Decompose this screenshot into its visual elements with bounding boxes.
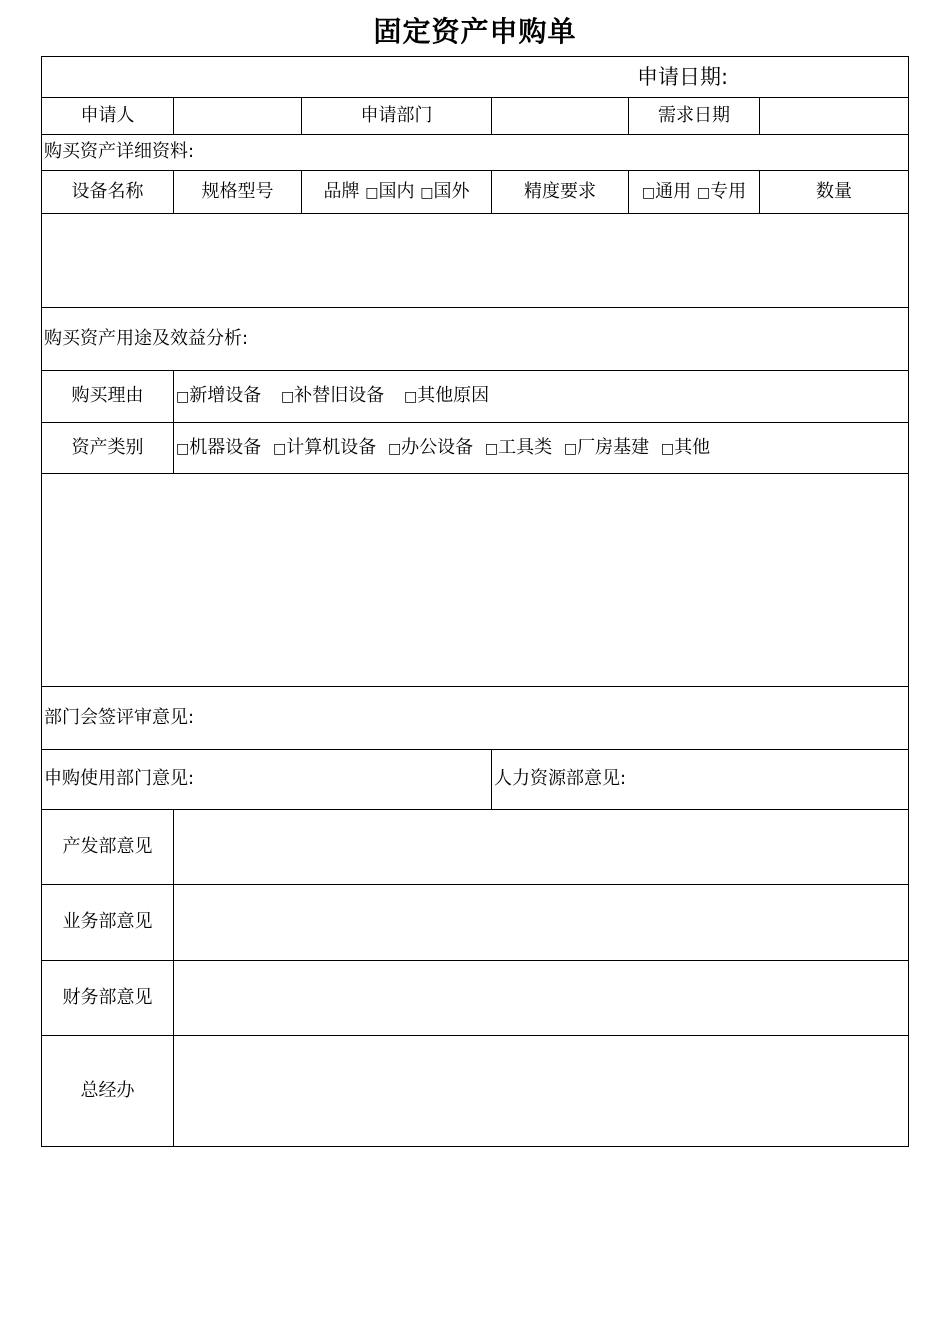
brand-foreign-label: 国外 xyxy=(433,180,470,202)
category-row xyxy=(42,423,909,474)
col-precision: 精度要求 xyxy=(492,171,629,214)
column-header-row xyxy=(42,171,909,214)
apply-date-cell[interactable] xyxy=(42,57,909,98)
analysis-entry-cell[interactable] xyxy=(42,474,909,687)
analysis-entry-row xyxy=(42,474,909,687)
detail-header-row xyxy=(42,135,909,171)
category-label: 资产类别 xyxy=(42,423,174,474)
reason-label: 购买理由 xyxy=(42,371,174,423)
business-opinion-cell[interactable] xyxy=(174,885,909,961)
col-quantity: 数量 xyxy=(760,171,909,214)
col-brand xyxy=(302,171,492,214)
need-date-label: 需求日期 xyxy=(629,98,760,135)
col-device-name: 设备名称 xyxy=(42,171,174,214)
review-label: 部门会签评审意见: xyxy=(42,687,909,750)
department-input-cell[interactable] xyxy=(492,98,629,135)
purchase-form-table xyxy=(41,56,909,1147)
reason-row xyxy=(42,371,909,423)
form-title: 固定资产申购单 xyxy=(373,15,577,48)
category-option-computer[interactable]: □计算机设备 xyxy=(272,436,377,458)
detail-entry-cell[interactable] xyxy=(42,214,909,308)
reason-option-replace[interactable]: □补替旧设备 xyxy=(280,385,385,407)
brand-label: 品牌 xyxy=(323,180,360,202)
usage-row xyxy=(42,308,909,371)
reason-option-new[interactable]: □新增设备 xyxy=(176,385,262,407)
reason-options xyxy=(174,371,909,423)
general-checkbox[interactable]: □ xyxy=(641,184,656,201)
applicant-input-cell[interactable] xyxy=(174,98,302,135)
brand-foreign-checkbox[interactable]: □ xyxy=(420,184,434,201)
usage-label: 购买资产用途及效益分析: xyxy=(42,308,909,371)
reason-option-other[interactable]: □其他原因 xyxy=(403,385,490,407)
rd-opinion-cell[interactable] xyxy=(174,810,909,885)
category-options xyxy=(174,423,909,474)
review-row xyxy=(42,687,909,750)
detail-label: 购买资产详细资料: xyxy=(42,135,909,171)
finance-opinion-row xyxy=(42,961,909,1036)
applicant-row xyxy=(42,98,909,135)
brand-domestic-label: 国内 xyxy=(378,180,415,202)
category-option-tools[interactable]: □工具类 xyxy=(484,436,553,458)
rd-opinion-label: 产发部意见 xyxy=(42,810,174,885)
brand-domestic-checkbox[interactable]: □ xyxy=(365,184,379,201)
hr-opinion[interactable]: 人力资源部意见: xyxy=(492,750,909,810)
department-label: 申请部门 xyxy=(302,98,492,135)
general-label: 通用 xyxy=(655,180,692,202)
col-usage-type xyxy=(629,171,760,214)
col-spec-model: 规格型号 xyxy=(174,171,302,214)
special-checkbox[interactable]: □ xyxy=(696,184,711,201)
using-dept-opinion[interactable]: 申购使用部门意见: xyxy=(42,750,492,810)
category-option-plant[interactable]: □厂房基建 xyxy=(563,436,650,458)
business-opinion-label: 业务部意见 xyxy=(42,885,174,961)
category-option-machine[interactable]: □机器设备 xyxy=(176,436,262,458)
finance-opinion-label: 财务部意见 xyxy=(42,961,174,1036)
date-row xyxy=(42,57,909,98)
dept-opinion-row xyxy=(42,750,909,810)
detail-entry-row xyxy=(42,214,909,308)
business-opinion-row xyxy=(42,885,909,961)
special-label: 专用 xyxy=(710,180,747,202)
gm-opinion-label: 总经办 xyxy=(42,1036,174,1147)
need-date-input-cell[interactable] xyxy=(760,98,909,135)
applicant-label: 申请人 xyxy=(42,98,174,135)
apply-date-label: 申请日期: xyxy=(636,64,729,89)
category-option-other[interactable]: □其他 xyxy=(660,436,711,458)
gm-opinion-cell[interactable] xyxy=(174,1036,909,1147)
gm-opinion-row xyxy=(42,1036,909,1147)
category-option-office[interactable]: □办公设备 xyxy=(387,436,474,458)
finance-opinion-cell[interactable] xyxy=(174,961,909,1036)
rd-opinion-row xyxy=(42,810,909,885)
